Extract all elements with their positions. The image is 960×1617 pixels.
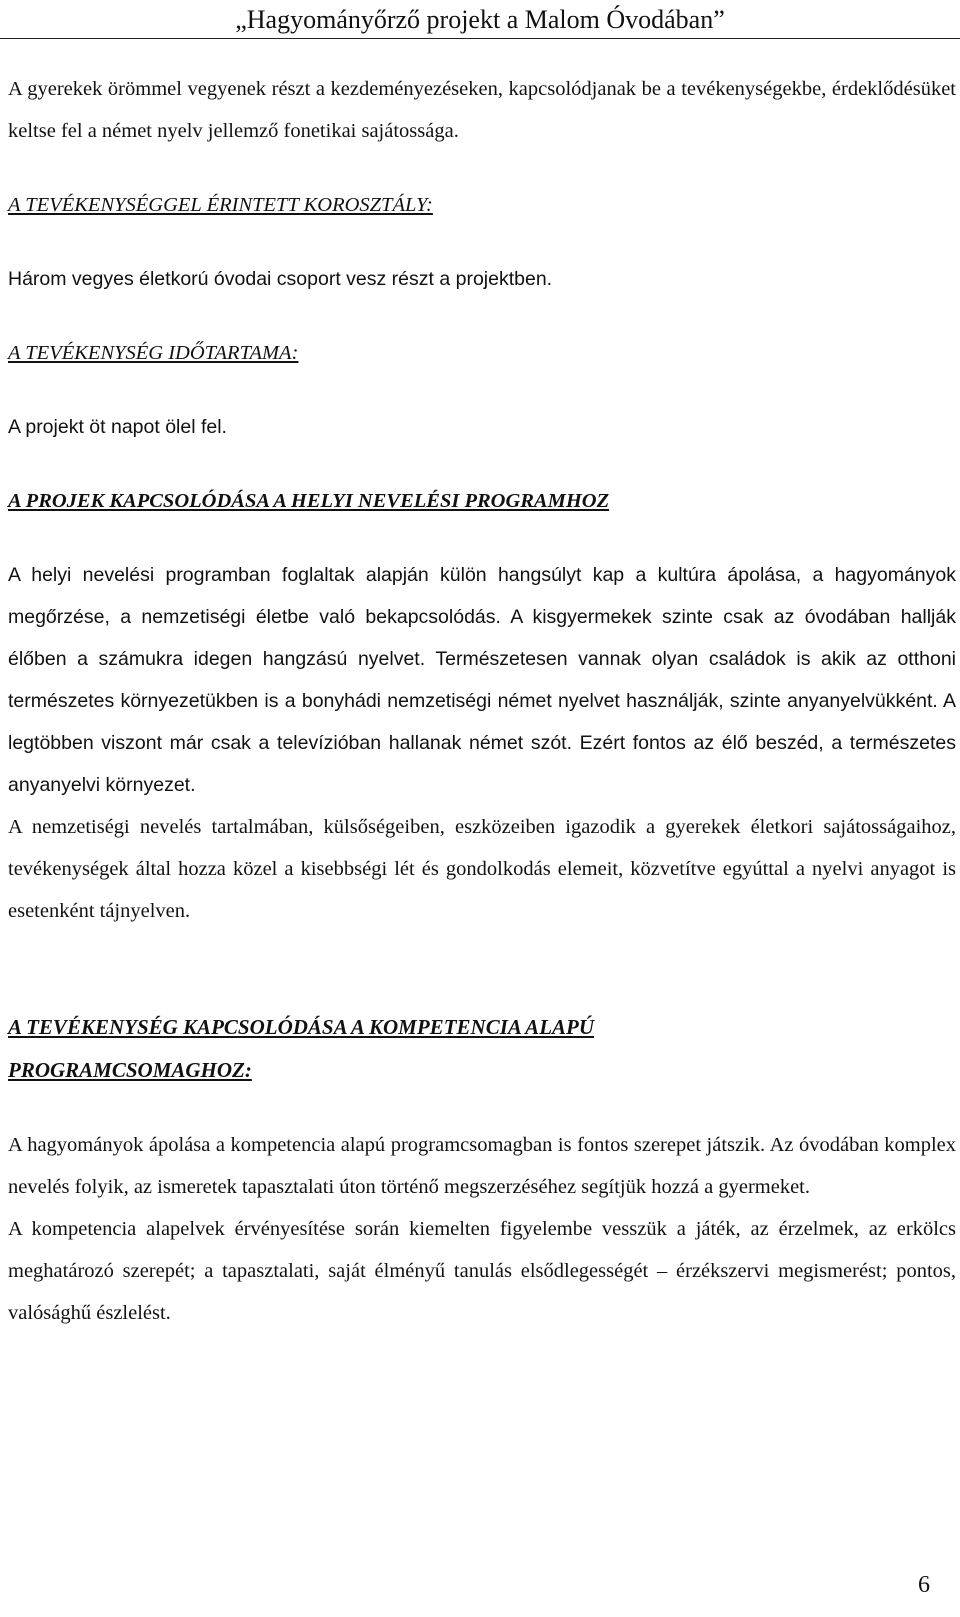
local-program-heading: A PROJEK KAPCSOLÓDÁSA A HELYI NEVELÉSI PROGRAMHOZ — [8, 490, 610, 512]
page-header — [0, 0, 960, 40]
competence-paragraph-1: A hagyományok ápolása a kompetencia alapú programcsomagban is fontos szerepet játszik. Az óvodában komplex nevelés folyik, az ismeretek tapasztalati úton történő megszerzéséhez segítjük hozzá a gyermeket. — [8, 1134, 956, 1198]
competence-paragraph-2: A kompetencia alapelvek érvényesítése során kiemelten figyelembe vesszük a játék, az érzelmek, az erkölcs meghatározó szerepét; a tapasztalati, saját élményű tanulás elsődlegességét – érzékszervi megismerést; pontos, valósághű észlelést. — [8, 1218, 956, 1324]
header-divider — [0, 38, 960, 39]
page-number: 6 — [918, 1572, 930, 1598]
competence-heading-line-1: A TEVÉKENYSÉG KAPCSOLÓDÁSA A KOMPETENCIA ALAPÚ — [8, 1015, 595, 1039]
local-program-paragraph-2: A nemzetiségi nevelés tartalmában, külsőségeiben, eszközeiben igazodik a gyerekek életkori sajátosságaihoz, tevékenységek által hozza közel a kisebbségi lét és gondolkodás elemeit, közvetítve egyúttal a nyelvi anyagot is esetenként tájnyelven. — [8, 816, 956, 922]
age-group-heading: A TEVÉKENYSÉGGEL ÉRINTETT KOROSZTÁLY: — [8, 194, 433, 216]
document-title: „Hagyományőrző projekt a Malom Óvodában” — [235, 5, 725, 34]
spacer — [8, 974, 956, 1006]
document-body — [8, 68, 956, 1334]
duration-text: A projekt öt napot ölel fel. — [8, 416, 227, 438]
local-program-paragraph-1: A helyi nevelési programban foglaltak alapján külön hangsúlyt kap a kultúra ápolása, a hagyományok megőrzése, a nemzetiségi életbe való bekapcsolódás. A kisgyermekek szinte csak az óvodában hallják élőben a számukra idegen hangzású nyelvet. Természetesen vannak olyan családok is akik az otthoni természetes környezetükben is a bonyhádi nemzetiségi német nyelvet használják, szinte anyanyelvükként. A legtöbben viszont már csak a televízióban hallanak német szót. Ezért fontos az élő beszéd, a természetes anyanyelvi környezet. — [8, 564, 956, 796]
spacer — [8, 448, 956, 480]
intro-paragraph: A gyerekek örömmel vegyenek részt a kezdeményezéseken, kapcsolódjanak be a tevékenységekbe, érdeklődésüket keltse fel a német nyelv jellemző fonetikai sajátossága. — [8, 78, 956, 142]
spacer — [8, 932, 956, 974]
age-group-text: Három vegyes életkorú óvodai csoport vesz részt a projektben. — [8, 268, 553, 290]
duration-heading: A TEVÉKENYSÉG IDŐTARTAMA: — [8, 342, 299, 364]
competence-heading-line-2: PROGRAMCSOMAGHOZ: — [8, 1058, 252, 1082]
